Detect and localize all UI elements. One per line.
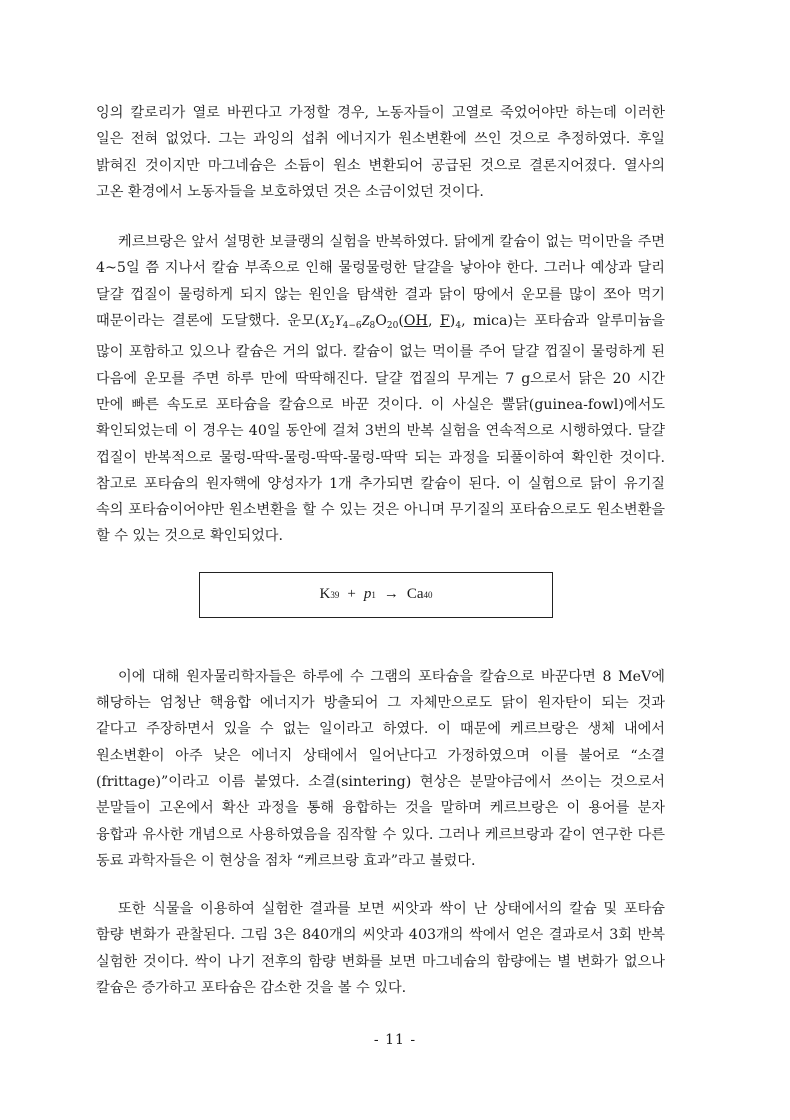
mica-formula-x: X xyxy=(320,313,330,330)
mica-formula-y-sub: 4−6 xyxy=(342,321,362,332)
mica-formula-oh: OH xyxy=(403,313,428,330)
paragraph-1: 잉의 칼로리가 열로 바뀐다고 가정할 경우, 노동자들이 고열로 죽었어야만 하는데 이러한 일은 전혀 없었다. 그는 과잉의 섭취 에너지가 원소변환에 쓰인 것으로 추정하였다. 후일 밝혀진 것이지만 마그네슘은 소듐이 원소 변환되어 공급된 것으로 결론지어졌다. 열사의 고온 환경에서 노동자들을 보호하였던 것은 소금이었던 것이다. xyxy=(96,105,665,200)
equation-plus: + xyxy=(347,586,356,603)
paragraph-3: 이에 대해 원자물리학자들은 하루에 수 그램의 포타슘을 칼슘으로 바꾼다면 8 MeV에 해당하는 엄청난 핵융합 에너지가 방출되어 그 자체만으로도 닭이 원자탄이 되는 것과 같다고 주장하면서 있을 수 없는 일이라고 하였다. 이 때문에 케르브랑은 생체 내에서 원소변환이 아주 낮은 에너지 상태에서 일어난다고 가정하였으며 이를 불어로 “소결(frittage)”이라고 이름 붙였다. 소결(sintering) 현상은 분말야금에서 쓰이는 것으로서 분말들이 고온에서 확산 과정을 통해 융합하는 것을 말하며 케르브랑은 이 용어를 분자 융합과 유사한 개념으로 사용하였음을 짐작할 수 있다. 그러나 케르브랑과 같이 연구한 다른 동료 과학자들은 이 현상을 점차 “케르브랑 효과”라고 불렀다. xyxy=(96,668,665,869)
equation-reactant-2-mass: 1 xyxy=(371,589,376,600)
mica-formula-o-sub: 20 xyxy=(386,321,399,332)
mica-formula-z-sub: 8 xyxy=(369,321,376,332)
mica-formula-f: F xyxy=(439,313,450,330)
nuclear-equation-box xyxy=(199,572,553,618)
paragraph-2-part-2: , mica)는 포타슘과 알루미늄을 많이 포함하고 있으나 칼슘은 거의 없다. 칼슘이 없는 먹이를 주어 달걀 껍질이 물렁하게 된 다음에 운모를 주면 하루 만에 딱딱해진다. 달걀 껍질의 무게는 7 g으로서 닭은 20 시간 만에 빠른 속도로 포타슘을 칼슘으로 바꾼 것이다. 이 사실은 뿔닭(guinea-fowl)에서도 확인되었는데 이 경우는 40일 동안에 걸쳐 3번의 반복 실험을 연속적으로 시행하였다. 달걀 껍질이 반복적으로 물렁-딱딱-물렁-딱딱-물렁-딱딱 되는 과정을 되풀이하여 확인한 것이다. 참고로 포타슘의 원자핵에 양성자가 1개 추가되면 칼슘이 된다. 이 실험으로 닭이 유기질 속의 포타슘이어야만 원소변환을 할 수 있는 것은 아니며 무기질의 포타슘으로도 원소변환을 할 수 있는 것으로 확인되었다. xyxy=(96,313,665,545)
document-page xyxy=(96,100,665,1001)
mica-formula-comma: , xyxy=(427,313,440,330)
mica-formula-x-sub: 2 xyxy=(329,321,335,332)
mica-formula-tail-sub: 4 xyxy=(455,321,462,332)
equation-reactant-1-mass: 39 xyxy=(330,589,340,600)
mica-formula-o: O xyxy=(375,313,387,330)
page-number: - 11 - xyxy=(373,1032,417,1048)
mica-formula-close: ) xyxy=(449,313,456,330)
equation-product: Ca xyxy=(406,586,424,603)
paragraph-2-part-1: 케르브랑은 앞서 설명한 보클랭의 실험을 반복하였다. 닭에게 칼슘이 없는 먹이만을 주면 4~5일 쯤 지나서 칼슘 부족으로 인해 물렁물렁한 달걀을 낳아야 한다. 그러나 예상과 달리 달걀 껍질이 물렁하게 되지 않는 원인을 탐색한 결과 닭이 땅에서 운모를 많이 쪼아 먹기 때문이라는 결론에 도달했다. 운모( xyxy=(96,234,665,330)
paragraph-4: 또한 식물을 이용하여 실험한 결과를 보면 씨앗과 싹이 난 상태에서의 칼슘 및 포타슘 함량 변화가 관찰된다. 그림 3은 840개의 씨앗과 403개의 싹에서 얻은 결과로서 3회 반복 실험한 것이다. 싹이 나기 전후의 함량 변화를 보면 마그네슘의 함량에는 별 변화가 없으나 칼슘은 증가하고 포타슘은 감소한 것을 볼 수 있다. xyxy=(96,901,665,997)
equation-reactant-1: K xyxy=(319,586,331,603)
mica-formula-y: Y xyxy=(334,313,343,330)
paragraph-2: 케르브랑은 앞서 설명한 보클랭의 실험을 반복하였다. 닭에게 칼슘이 없는 먹이만을 주면 4~5일 쯤 지나서 칼슘 부족으로 인해 물렁물렁한 달걀을 낳아야 한다. 그러나 예상과 달리 달걀 껍질이 물렁하게 되지 않는 원인을 탐색한 결과 닭이 땅에서 운모를 많이 쪼아 먹기 때문이라는 결론에 도달했다. 운모($X_2Y_{4-6}Z_8O_{20}(OH$, $F)_4$, mica)는 포타슘과 알루미늄을 많이 포함하고 있으나 칼슘은 거의 없다. 칼슘이 없는 먹이를 주어 달걀 껍질이 물렁하게 된 다음에 운모를 주면 하루 만에 딱딱해진다. 달걀 껍질의 무게는 7 g으로서 닭은 20 시간 만에 빠른 속도로 포타슘을 칼슘으로 바꾼 것이다. 이 사실은 뿔닭(guinea-fowl)에서도 확인되었는데 이 경우는 40일 동안에 걸쳐 3번의 반복 실험을 연속적으로 시행하였다. 달걀 껍질이 반복적으로 물렁-딱딱-물렁-딱딱-물렁-딱딱 되는 과정을 되풀이하여 확인한 것이다. 참고로 포타슘의 원자핵에 양성자가 1개 추가되면 칼슘이 된다. 이 실험으로 닭이 유기질 속의 포타슘이어야만 원소변환을 할 수 있는 것은 아니며 무기질의 포타슘으로도 원소변환을 할 수 있는 것으로 확인되었다. xyxy=(96,234,665,545)
equation-reactant-2: p xyxy=(363,586,372,603)
mica-formula-z: Z xyxy=(361,313,370,330)
equation-area xyxy=(96,550,665,664)
equation-product-mass: 40 xyxy=(423,589,433,600)
equation-arrow: → xyxy=(383,586,399,603)
